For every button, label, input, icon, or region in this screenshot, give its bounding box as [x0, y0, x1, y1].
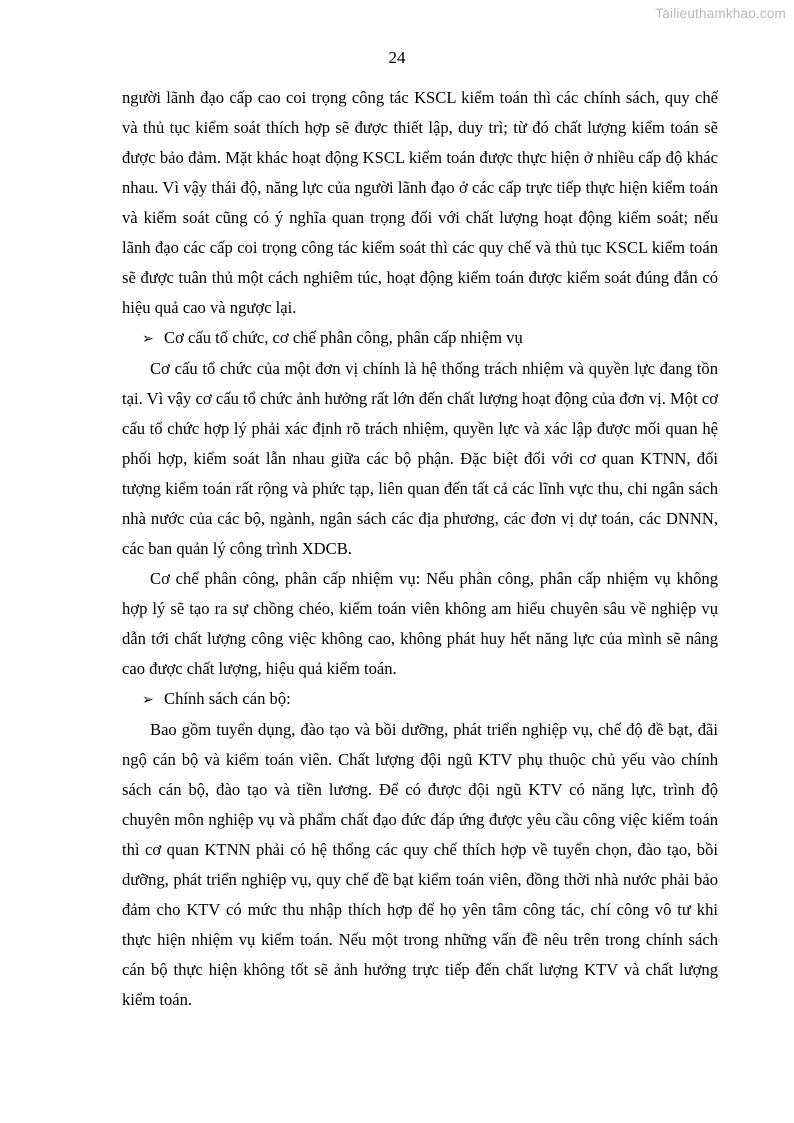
- bullet-text: Chính sách cán bộ:: [164, 689, 291, 708]
- paragraph: Cơ cấu tổ chức của một đơn vị chính là hệ thống trách nhiệm và quyền lực đang tồn tại. Vì vậy cơ cấu tổ chức ảnh hưởng rất lớn đến chất lượng hoạt động của đơn vị. Một cơ cấu tổ chức hợp lý phải xác định rõ trách nhiệm, quyền lực và xác lập được mối quan hệ phối hợp, kiểm soát lẫn nhau giữa các bộ phận. Đặc biệt đối với cơ quan KTNN, đối tượng kiểm toán rất rộng và phức tạp, liên quan đến tất cả các lĩnh vực thu, chi ngân sách nhà nước của các bộ, ngành, ngân sách các địa phương, các đơn vị dự toán, các DNNN, các ban quản lý công trình XDCB.: [122, 359, 718, 558]
- paragraph: Cơ chế phân công, phân cấp nhiệm vụ: Nếu phân công, phân cấp nhiệm vụ không hợp lý sẽ tạo ra sự chồng chéo, kiểm toán viên không am hiểu chuyên sâu về nghiệp vụ dẫn tới chất lượng công việc không cao, không phát huy hết năng lực của mình sẽ nâng cao được chất lượng, hiệu quả kiểm toán.: [122, 569, 718, 678]
- watermark: Tailieuthamkhao.com: [655, 6, 786, 21]
- arrow-bullet-icon: ➢: [142, 692, 154, 708]
- paragraph: người lãnh đạo cấp cao coi trọng công tác KSCL kiểm toán thì các chính sách, quy chế và thủ tục kiểm soát thích hợp sẽ được thiết lập, duy trì; từ đó chất lượng kiểm toán sẽ được bảo đảm. Mặt khác hoạt động KSCL kiểm toán được thực hiện ở nhiều cấp độ khác nhau. Vì vậy thái độ, năng lực của người lãnh đạo ở các cấp trực tiếp thực hiện kiểm toán và kiểm soát cũng có ý nghĩa quan trọng đối với chất lượng hoạt động kiểm soát; nếu lãnh đạo các cấp coi trọng công tác kiểm soát thì các quy chế và thủ tục KSCL kiểm toán sẽ được tuân thủ một cách nghiêm túc, hoạt động kiểm toán được kiểm soát đúng đắn có hiệu quả cao và ngược lại.: [122, 88, 718, 317]
- page-number: 24: [388, 48, 406, 67]
- bullet-item: [122, 323, 718, 354]
- bullet-text: Cơ cấu tổ chức, cơ chế phân công, phân cấp nhiệm vụ: [164, 328, 523, 347]
- arrow-bullet-icon: ➢: [142, 331, 154, 347]
- paragraph: Bao gồm tuyển dụng, đào tạo và bồi dưỡng, phát triển nghiệp vụ, chế độ đề bạt, đãi ngộ cán bộ và kiểm toán viên. Chất lượng đội ngũ KTV phụ thuộc chủ yếu vào chính sách cán bộ, đào tạo và tiền lương. Để có được đội ngũ KTV có năng lực, trình độ chuyên môn nghiệp vụ và phẩm chất đạo đức đáp ứng được yêu cầu công việc kiểm toán thì cơ quan KTNN phải có hệ thống các quy chế thích hợp về tuyển chọn, đào tạo, bồi dưỡng, phát triển nghiệp vụ, quy chế đề bạt kiểm toán viên, đồng thời nhà nước phải bảo đảm cho KTV có mức thu nhập thích hợp để họ yên tâm công tác, chí công vô tư khi thực hiện nhiệm vụ kiểm toán. Nếu một trong những vấn đề nêu trên trong chính sách cán bộ thực hiện không tốt sẽ ảnh hưởng trực tiếp đến chất lượng KTV và chất lượng kiểm toán.: [122, 720, 718, 1009]
- bullet-item: [122, 684, 718, 715]
- document-body: [122, 83, 718, 1015]
